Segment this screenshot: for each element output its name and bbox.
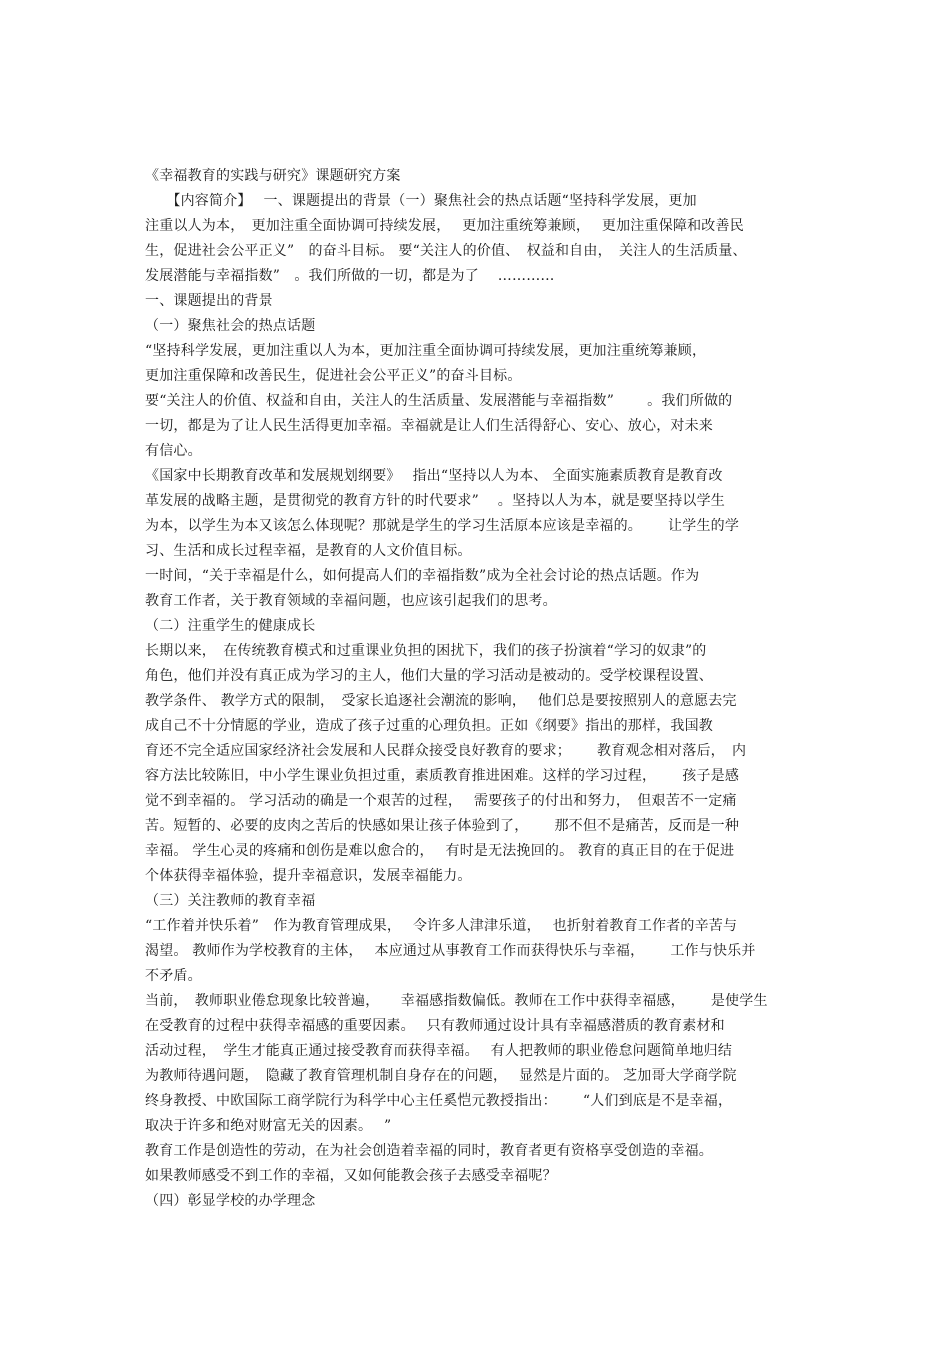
body-line: 终身教授、中欧国际工商学院行为科学中心主任奚恺元教授指出： “人们到底是不是幸福， (145, 1093, 733, 1109)
body-line: 渴望。 教师作为学校教育的主体， 本应通过从事教育工作而获得快乐与幸福， 工作与快乐并 (145, 943, 756, 959)
subsection-heading: （三）关注教师的教育幸福 (145, 893, 316, 909)
abstract-line: 发展潜能与幸福指数” 。我们所做的一切，都是为了 ………… (145, 268, 555, 284)
body-line: 《国家中长期教育改革和发展规划纲要》 指出“坚持以人为本、 全面实施素质教育是教育改 (145, 468, 723, 484)
document-title: 《幸福教育的实践与研究》课题研究方案 (145, 168, 401, 184)
body-line: 教育工作是创造性的劳动，在为社会创造着幸福的同时，教育者更有资格享受创造的幸福。 (145, 1143, 713, 1159)
body-line: 当前， 教师职业倦怠现象比较普遍， 幸福感指数偏低。教师在工作中获得幸福感， 是使学生 (145, 993, 768, 1009)
body-line: 如果教师感受不到工作的幸福，又如何能教会孩子去感受幸福呢？ (145, 1168, 557, 1184)
abstract-line: 注重以人为本， 更加注重全面协调可持续发展， 更加注重统筹兼顾， 更加注重保障和改善民 (145, 218, 744, 234)
body-line: “坚持科学发展，更加注重以人为本，更加注重全面协调可持续发展，更加注重统筹兼顾， (145, 343, 707, 359)
subsection-heading: （一）聚焦社会的热点话题 (145, 318, 316, 334)
body-line: 角色，他们并没有真正成为学习的主人，他们大量的学习活动是被动的。受学校课程设置、 (145, 668, 713, 684)
body-line: 一切，都是为了让人民生活得更加幸福。幸福就是让人们生活得舒心、安心、放心，对未来 (145, 418, 713, 434)
body-line: 个体获得幸福体验，提升幸福意识，发展幸福能力。 (145, 868, 472, 884)
body-line: 教育工作者，关于教育领域的幸福问题，也应该引起我们的思考。 (145, 593, 557, 609)
body-line: 为教师待遇问题， 隐藏了教育管理机制自身存在的问题， 显然是片面的。 芝加哥大学商学院 (145, 1068, 737, 1084)
body-line: 更加注重保障和改善民生，促进社会公平正义”的奋斗目标。 (145, 368, 522, 384)
body-line: 习、生活和成长过程幸福，是教育的人文价值目标。 (145, 543, 472, 559)
body-line: 有信心。 (145, 443, 202, 459)
subsection-heading: （四）彰显学校的办学理念 (145, 1193, 316, 1209)
body-line: 苦。短暂的、必要的皮肉之苦后的快感如果让孩子体验到了， 那不但不是痛苦，反而是一种 (145, 818, 740, 834)
body-line: 为本，以学生为本又该怎么体现呢？那就是学生的学习生活原本应该是幸福的。 让学生的学 (145, 518, 740, 534)
abstract-line: 生，促进社会公平正义” 的奋斗目标。 要“关注人的价值、 权益和自由， 关注人的生活质量、 (145, 243, 747, 259)
section-heading: 一、课题提出的背景 (145, 293, 273, 309)
subsection-heading: （二）注重学生的健康成长 (145, 618, 316, 634)
body-line: 育还不完全适应国家经济社会发展和人民群众接受良好教育的要求； 教育观念相对落后， 内 (145, 743, 747, 759)
body-line: 活动过程， 学生才能真正通过接受教育而获得幸福。 有人把教师的职业倦怠问题简单地归结 (145, 1043, 733, 1059)
abstract-line: 【内容简介】 一、课题提出的背景（一）聚焦社会的热点话题“坚持科学发展，更加 (145, 193, 697, 209)
body-line: 在受教育的过程中获得幸福感的重要因素。 只有教师通过设计具有幸福感潜质的教育素材和 (145, 1018, 725, 1034)
body-line: 一时间，“关于幸福是什么，如何提高人们的幸福指数”成为全社会讨论的热点话题。作为 (145, 568, 700, 584)
body-line: 教学条件、 教学方式的限制， 受家长追逐社会潮流的影响， 他们总是要按照别人的意愿去完 (145, 693, 737, 709)
body-line: 成自己不十分情愿的学业，造成了孩子过重的心理负担。正如《纲要》指出的那样，我国教 (145, 718, 713, 734)
body-line: 不矛盾。 (145, 968, 202, 984)
body-line: 要“关注人的价值、权益和自由，关注人的生活质量、发展潜能与幸福指数” 。我们所做的 (145, 393, 733, 409)
body-line: 容方法比较陈旧，中小学生课业负担过重，素质教育推进困难。这样的学习过程， 孩子是感 (145, 768, 740, 784)
body-line: 长期以来， 在传统教育模式和过重课业负担的困扰下，我们的孩子扮演着“学习的奴隶”的 (145, 643, 707, 659)
body-line: “工作着并快乐着” 作为教育管理成果， 令许多人津津乐道， 也折射着教育工作者的辛苦与 (145, 918, 738, 934)
body-line: 幸福。 学生心灵的疼痛和创伤是难以愈合的， 有时是无法挽回的。 教育的真正目的在于促进 (145, 843, 735, 859)
body-line: 觉不到幸福的。 学习活动的确是一个艰苦的过程， 需要孩子的付出和努力， 但艰苦不一定痛 (145, 793, 737, 809)
body-line: 革发展的战略主题，是贯彻党的教育方针的时代要求” 。坚持以人为本，就是要坚持以学生 (145, 493, 726, 509)
body-line: 取决于许多和绝对财富无关的因素。 ” (145, 1118, 392, 1134)
